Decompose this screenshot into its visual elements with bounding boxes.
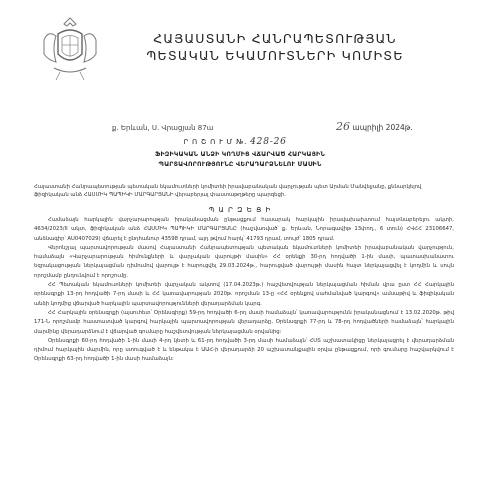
authority-line-1: ՀԱՅԱՍՏԱՆԻ ՀԱՆՐԱՊԵՏՈՒԹՅԱՆ — [153, 31, 397, 46]
place-of-issue: ք. Երևան, Ս. Վրացյան 87ա — [112, 124, 214, 132]
intro-paragraph: Հայաստանի Հանրապետության պետական եկամուտների կոմիտեի իրավաբանական վարչության պետ Արման Մանվելյանը, քննարկելով ֆիզիկական անձ ՀԱՍՄԻԿ ՊԱՊԻԿԻ ՄԱՐԳԱՐՅԱՆԻ վերաբերյալ փաստաթղթերը պարզեցի. — [34, 184, 422, 198]
date-month-year: ապրիլի 2024թ. — [352, 123, 413, 132]
section-heading: Պ Ա Ր Զ Ե Ց Ի — [208, 206, 272, 214]
title-line-2: ՊԱՐՏԱՎՈՐՈՒԹՅՈՒՆԸ ՎԵՐԱԴԱՐՁՆԵԼՈՒ ՄԱՍԻՆ — [158, 160, 322, 168]
order-label: Ր Ո Շ Ո Ւ Մ №. — [183, 138, 248, 146]
authority-line-2: ՊԵՏԱԿԱՆ ԵԿԱՄՈՒՏՆԵՐԻ ԿՈՄԻՏԵ — [146, 48, 404, 63]
body-paragraph: ՀՀ Հարկային օրենսգրքի (այսուհետ՝ Օրենսգիրք) 59-րդ հոդվածի 6-րդ մասի համաձայն՝ կառավարությունն իրականացնում է 13.02.2020թ. թիվ 171-Ն որոշմամբ հաստատված կարգով հարկային պարտավորության վերադարձը, Օրենսգրքի 77-րդ և 78-րդ հոդվածների համաձայն՝ հարկային մարմինը վերադարձնում է վճարված գումարը հաշվետվության ներկայացման օրվանից: — [34, 309, 454, 335]
order-number: 428-26 — [250, 137, 287, 147]
body-paragraph: Օրենսգրքի 60-րդ հոդվածի 1-ին մասի 4-րդ կետի և 61-րդ հոդվածի 3-րդ մասի համաձայն՝ ՀՍՏ աշխատակիցը ներկայացրել է վերադարձման դիմում հարկային մարմին, որը ստուգված է և ենթակա է ԱԱՀ-ի վերադարձի 20 աշխատանքային օրվա ընթացքում, որի գումարը հաշվարկվում է Օրենսգրքի 63-րդ հոդվածի 1-ին մասի համաձայն: — [34, 337, 454, 363]
document-title — [40, 150, 440, 169]
order-number-line — [150, 137, 320, 147]
body-paragraph: Վերոնշյալ պարտավորության մասով Հայաստանի Հանրապետության պետական եկամուտների կոմիտեի իրավաբանական վարչություն, համաձայն «Վարչարարության հիմունքների և վարչական վարույթի մասին» ՀՀ օրենքի 30-րդ հոդվածի 1-ին մասի, պատասխանատու եզրակացության ներկայացման դիմումով վարույթ է հարուցվել 29.03.2024թ., հարուցված վարույթի մասին հայտ ներկայացվել է կողմին և սույն որոշմամբ ընդունվում է որոշումը. — [34, 244, 454, 279]
body-paragraph: ՀՀ Պետական եկամուտների կոմիտեի վարչական ակտով (17.04.2023թ.) հաշվետվության ներկայացման հիման վրա ըստ ՀՀ Հարկային օրենսգրքի 13-րդ հոդվածի 7-րդ մասի և ՀՀ կառավարության 2020թ. որոշման 13-ը «ՀՀ օրենքով սահմանված կարգով» ամսաթիվ և ֆիզիկական անձի կողմից վճարված հարկային պարտավորությունների վերադարձման կարգ. — [34, 282, 454, 307]
title-line-1: ՖԻԶԻԿԱԿԱՆ ԱՆՁԻ ԿՈՂՄԻՑ ՎՃԱՐՎԱԾ ՀԱՐԿԱՅԻՆ — [154, 151, 325, 158]
handwritten-day: 26 — [336, 120, 350, 133]
body-paragraph: Համաձայն հարկային վարչարարության իրականացման ընթացքում հասարակ հարկային իրավախախտում հայտնաբերելու ակտի, 4634/2023/II ակտ, ֆիզիկական անձ ՀԱՍՄԻԿ ՊԱՊԻԿԻ ՄԱՐԳԱՐՅԱՆԸ (հաշվառված՝ ք. Երևան, Նորագավիթ 13փող., 6 տուն) ՀՎՀՀ 23106647, անձնագիր՝ AU0407029) վճարել է ընդհանուր 43598 դրամ, այդ թվում հարկ՝ 41793 դրամ, տույժ՝ 1805 դրամ. — [34, 217, 454, 242]
issue-date — [336, 120, 413, 133]
armenia-coat-of-arms-icon — [40, 14, 100, 84]
document-body — [34, 216, 454, 365]
issuing-authority — [140, 30, 410, 64]
